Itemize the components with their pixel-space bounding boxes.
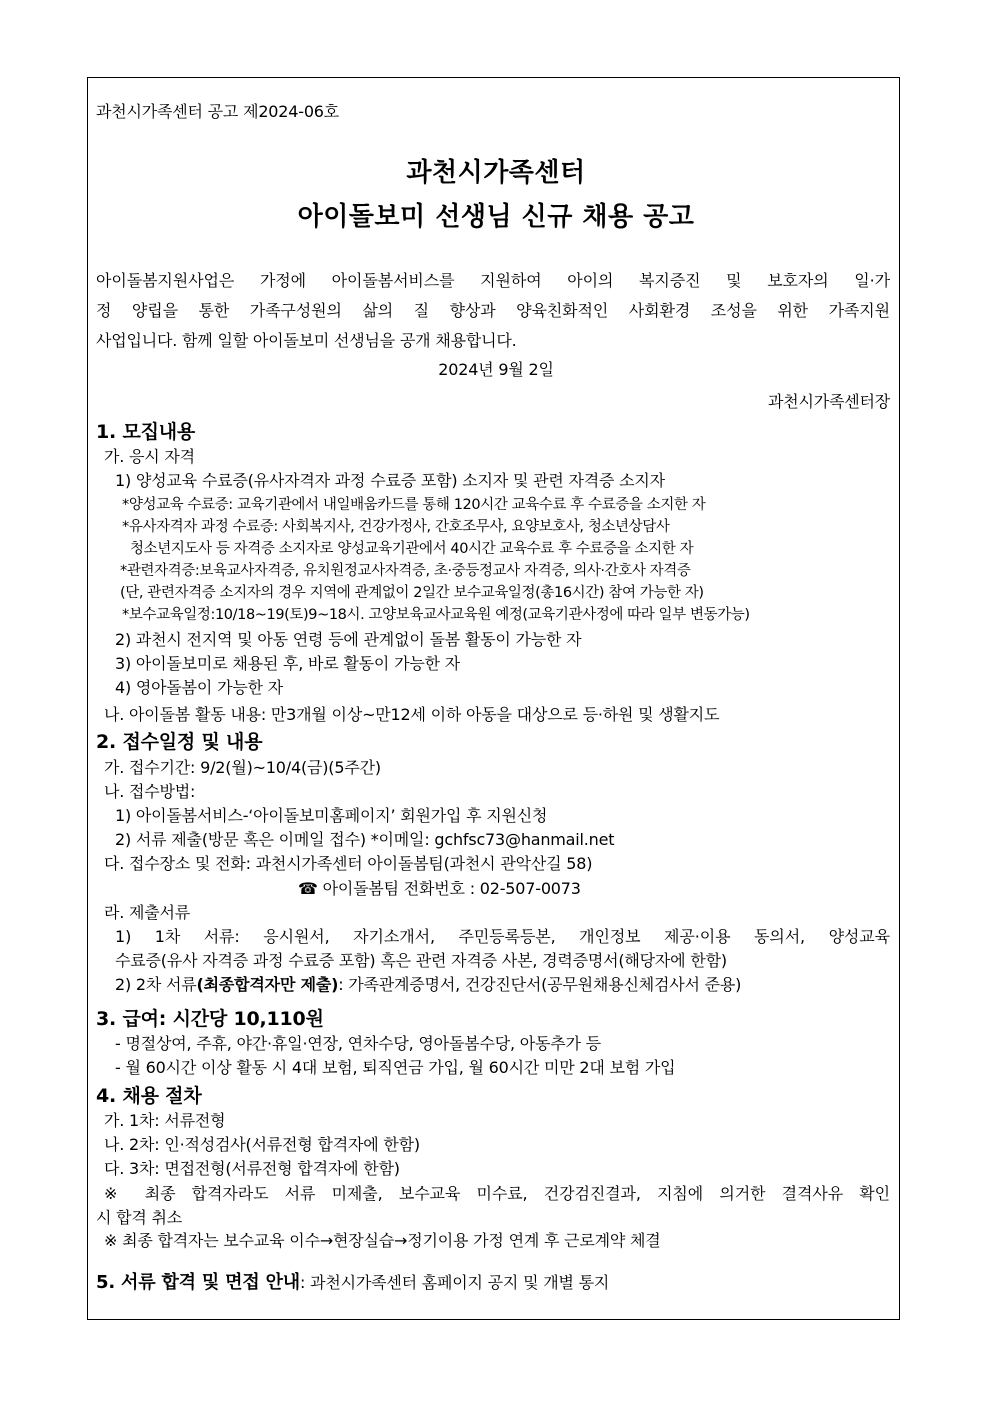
section-2-doc-2-prefix: 2) 2차 서류 xyxy=(115,975,197,994)
section-2-na: 나. 접수방법: xyxy=(104,782,196,801)
notice-number: 과천시가족센터 공고 제2024-06호 xyxy=(96,102,340,121)
section-3-heading: 3. 급여: 시간당 10,110원 xyxy=(96,1008,324,1030)
section-1-note-1: *양성교육 수료증: 교육기관에서 내일배움카드를 통해 120시간 교육수료 후 수료증을 소지한 자 xyxy=(122,497,706,513)
section-2-da: 다. 접수장소 및 전화: 과천시가족센터 아이돌봄팀(과천시 관악산길 58) xyxy=(104,854,593,873)
section-4-na: 나. 2차: 인·적성검사(서류전형 합격자에 한함) xyxy=(104,1135,420,1154)
intro-line-2: 정 양립을 통한 가족구성원의 삶의 질 향상과 양육친화적인 사회환경 조성을 위한 가족지원 xyxy=(96,301,890,320)
section-2-doc-1-line-2: 수료증(유사 자격증 과정 수료증 포함) 혹은 관련 자격증 사본, 경력증명서(해당자에 한함) xyxy=(115,951,727,970)
section-3-line-1: - 명절상여, 주휴, 야간·휴일·연장, 연차수당, 영아돌봄수당, 아동추가 등 xyxy=(115,1034,601,1053)
intro-line-3: 사업입니다. 함께 일할 아이돌보미 선생님을 공개 채용합니다. xyxy=(96,331,517,350)
section-1-note-2: *유사자격자 과정 수료증: 사회복지사, 건강가정사, 간호조무사, 요양보호사, 청소년상담사 xyxy=(122,519,670,535)
notice-date: 2024년 9월 2일 xyxy=(438,360,554,379)
section-2-doc-2-bold: (최종합격자만 제출) xyxy=(196,975,339,994)
section-2-method-1: 1) 아이돌봄서비스-‘아이돌보미홈페이지’ 회원가입 후 지원신청 xyxy=(115,806,548,825)
section-1-item-4: 4) 영아돌봄이 가능한 자 xyxy=(115,678,283,697)
intro-line-1: 아이돌봄지원사업은 가정에 아이돌봄서비스를 지원하여 아이의 복지증진 및 보호자의 일·가 xyxy=(96,271,890,290)
section-1-item-1: 1) 양성교육 수료증(유사자격자 과정 수료증 포함) 소지자 및 관련 자격증 소지자 xyxy=(115,471,665,490)
issuer: 과천시가족센터장 xyxy=(767,392,890,411)
section-1-item-2: 2) 과천시 전지역 및 아동 연령 등에 관계없이 돌봄 활동이 가능한 자 xyxy=(115,630,582,649)
page-title: 과천시가족센터 xyxy=(406,158,586,188)
section-2-doc-1-line-1: 1) 1차 서류: 응시원서, 자기소개서, 주민등록등본, 개인정보 제공·이용 동의서, 양성교육 xyxy=(115,927,890,946)
section-2-doc-2-rest: : 가족관계증명서, 건강진단서(공무원채용신체검사서 준용) xyxy=(338,975,742,994)
section-1-note-6: *보수교육일정:10/18~19(토)9~18시. 고양보육교사교육원 예정(교육기관사정에 따라 일부 변동가능) xyxy=(122,607,750,623)
section-1-heading: 1. 모집내용 xyxy=(96,421,196,443)
document-border xyxy=(87,77,900,1320)
section-2-phone: ☎ 아이돌봄팀 전화번호 : 02-507-0073 xyxy=(298,879,581,898)
section-1-item-3: 3) 아이돌보미로 채용된 후, 바로 활동이 가능한 자 xyxy=(115,654,460,673)
section-5 xyxy=(96,1271,609,1295)
section-1-note-5: (단, 관련자격증 소지자의 경우 지역에 관계없이 2일간 보수교육일정(총16시간) 참여 가능한 자) xyxy=(120,585,704,601)
section-1-note-4: *관련자격증:보육교사자격증, 유치원정교사자격증, 초·중등정교사 자격증, 의사·간호사 자격증 xyxy=(120,563,691,579)
section-1-note-3: 청소년지도사 등 자격증 소지자로 양성교육기관에서 40시간 교육수료 후 수료증을 소지한 자 xyxy=(130,541,694,557)
section-3-line-2: - 월 60시간 이상 활동 시 4대 보험, 퇴직연금 가입, 월 60시간 미만 2대 보험 가입 xyxy=(115,1058,676,1077)
section-2-doc-2 xyxy=(115,975,741,995)
section-4-da: 다. 3차: 면접전형(서류전형 합격자에 한함) xyxy=(104,1159,400,1178)
section-5-text: : 과천시가족센터 홈페이지 공지 및 개별 통지 xyxy=(300,1273,610,1292)
section-4-note-2: ※ 최종 합격자는 보수교육 이수→현장실습→정기이용 가정 연계 후 근로계약 체결 xyxy=(104,1231,661,1250)
section-1-ga: 가. 응시 자격 xyxy=(104,447,195,466)
section-5-heading: 5. 서류 합격 및 면접 안내 xyxy=(96,1272,300,1293)
section-2-method-2: 2) 서류 제출(방문 혹은 이메일 접수) *이메일: gchfsc73@hanmail.net xyxy=(115,830,615,849)
section-4-note-1-line-2: 시 합격 취소 xyxy=(96,1208,183,1227)
section-4-heading: 4. 채용 절차 xyxy=(96,1085,202,1107)
section-2-ga: 가. 접수기간: 9/2(월)~10/4(금)(5주간) xyxy=(104,758,381,777)
section-2-heading: 2. 접수일정 및 내용 xyxy=(96,731,263,753)
section-2-ra: 라. 제출서류 xyxy=(104,903,191,922)
page-subtitle: 아이돌보미 선생님 신규 채용 공고 xyxy=(297,202,695,232)
section-4-ga: 가. 1차: 서류전형 xyxy=(104,1111,226,1130)
section-1-na: 나. 아이돌봄 활동 내용: 만3개월 이상~만12세 이하 아동을 대상으로 등·하원 및 생활지도 xyxy=(104,705,720,724)
section-4-note-1-line-1: ※ 최종 합격자라도 서류 미제출, 보수교육 미수료, 건강검진결과, 지침에 의거한 결격사유 확인 xyxy=(104,1184,890,1203)
